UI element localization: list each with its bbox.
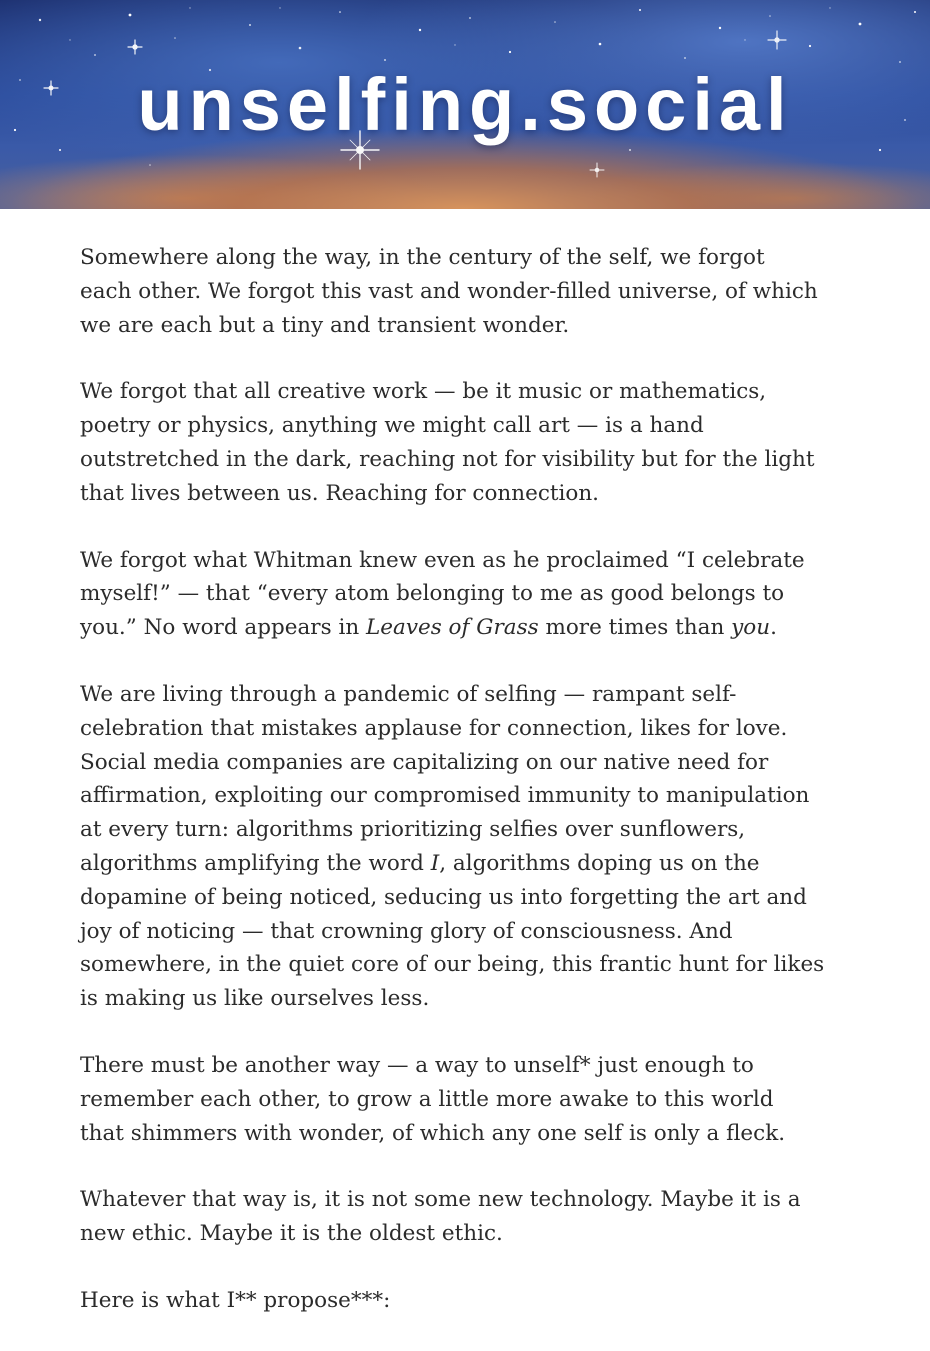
text-line: We are living through a pandemic of selfing — rampant self- (80, 681, 737, 707)
text-line: poetry or physics, anything we might call art — is a hand (80, 413, 704, 439)
text-line: Social media companies are capitalizing on our native need for (80, 749, 769, 775)
text-line: celebration that mistakes applause for connection, likes for love. (80, 715, 788, 741)
text-line: each other. We forgot this vast and wonder-filled universe, of which (80, 278, 818, 304)
text-line (80, 847, 880, 881)
paragraph-1 (80, 241, 880, 342)
text-line: There must be another way — a way to unself* just enough to (80, 1052, 754, 1078)
paragraph-4 (80, 678, 880, 1016)
text-line: new ethic. Maybe it is the oldest ethic. (80, 1221, 503, 1247)
header-banner (0, 0, 930, 209)
text-run: algorithms amplifying the word (80, 850, 431, 876)
site-title: unselfing.social (137, 63, 793, 146)
text-line: affirmation, exploiting our compromised immunity to manipulation (80, 783, 810, 809)
paragraph-3 (80, 544, 880, 645)
text-line: is making us like ourselves less. (80, 986, 430, 1012)
text-line: we are each but a tiny and transient wonder. (80, 312, 570, 338)
paragraph-2 (80, 375, 880, 510)
text-run: , algorithms doping us on the (439, 850, 760, 876)
text-line: Here is what I** propose***: (80, 1287, 391, 1313)
text-line: somewhere, in the quiet core of our being, this frantic hunt for likes (80, 952, 825, 978)
text-line: We forgot that all creative work — be it music or mathematics, (80, 379, 767, 405)
article-body (80, 241, 880, 1351)
text-line: that shimmers with wonder, of which any one self is only a fleck. (80, 1120, 786, 1146)
emphasis-italic: I (430, 850, 440, 876)
text-line: myself!” — that “every atom belonging to me as good belongs to (80, 581, 785, 607)
text-line: Somewhere along the way, in the century of the self, we forgot (80, 245, 765, 270)
text-run: . (770, 615, 777, 641)
text-line: remember each other, to grow a little more awake to this world (80, 1086, 774, 1112)
emphasis-italic: you (731, 615, 771, 641)
text-line: We forgot what Whitman knew even as he proclaimed “I celebrate (80, 547, 805, 573)
paragraph-6 (80, 1183, 880, 1251)
text-line: Whatever that way is, it is not some new technology. Maybe it is a (80, 1187, 801, 1213)
text-run: you.” No word appears in (80, 615, 366, 641)
paragraph-7 (80, 1284, 880, 1318)
book-title-italic: Leaves of Grass (366, 615, 539, 641)
paragraph-5 (80, 1049, 880, 1150)
text-line: dopamine of being noticed, seducing us into forgetting the art and (80, 884, 807, 910)
text-line: at every turn: algorithms prioritizing selfies over sunflowers, (80, 817, 746, 843)
text-run: more times than (538, 615, 732, 641)
text-line (80, 611, 880, 645)
text-line: joy of noticing — that crowning glory of consciousness. And (80, 918, 733, 944)
text-line: that lives between us. Reaching for connection. (80, 480, 600, 506)
text-line: outstretched in the dark, reaching not for visibility but for the light (80, 446, 815, 472)
